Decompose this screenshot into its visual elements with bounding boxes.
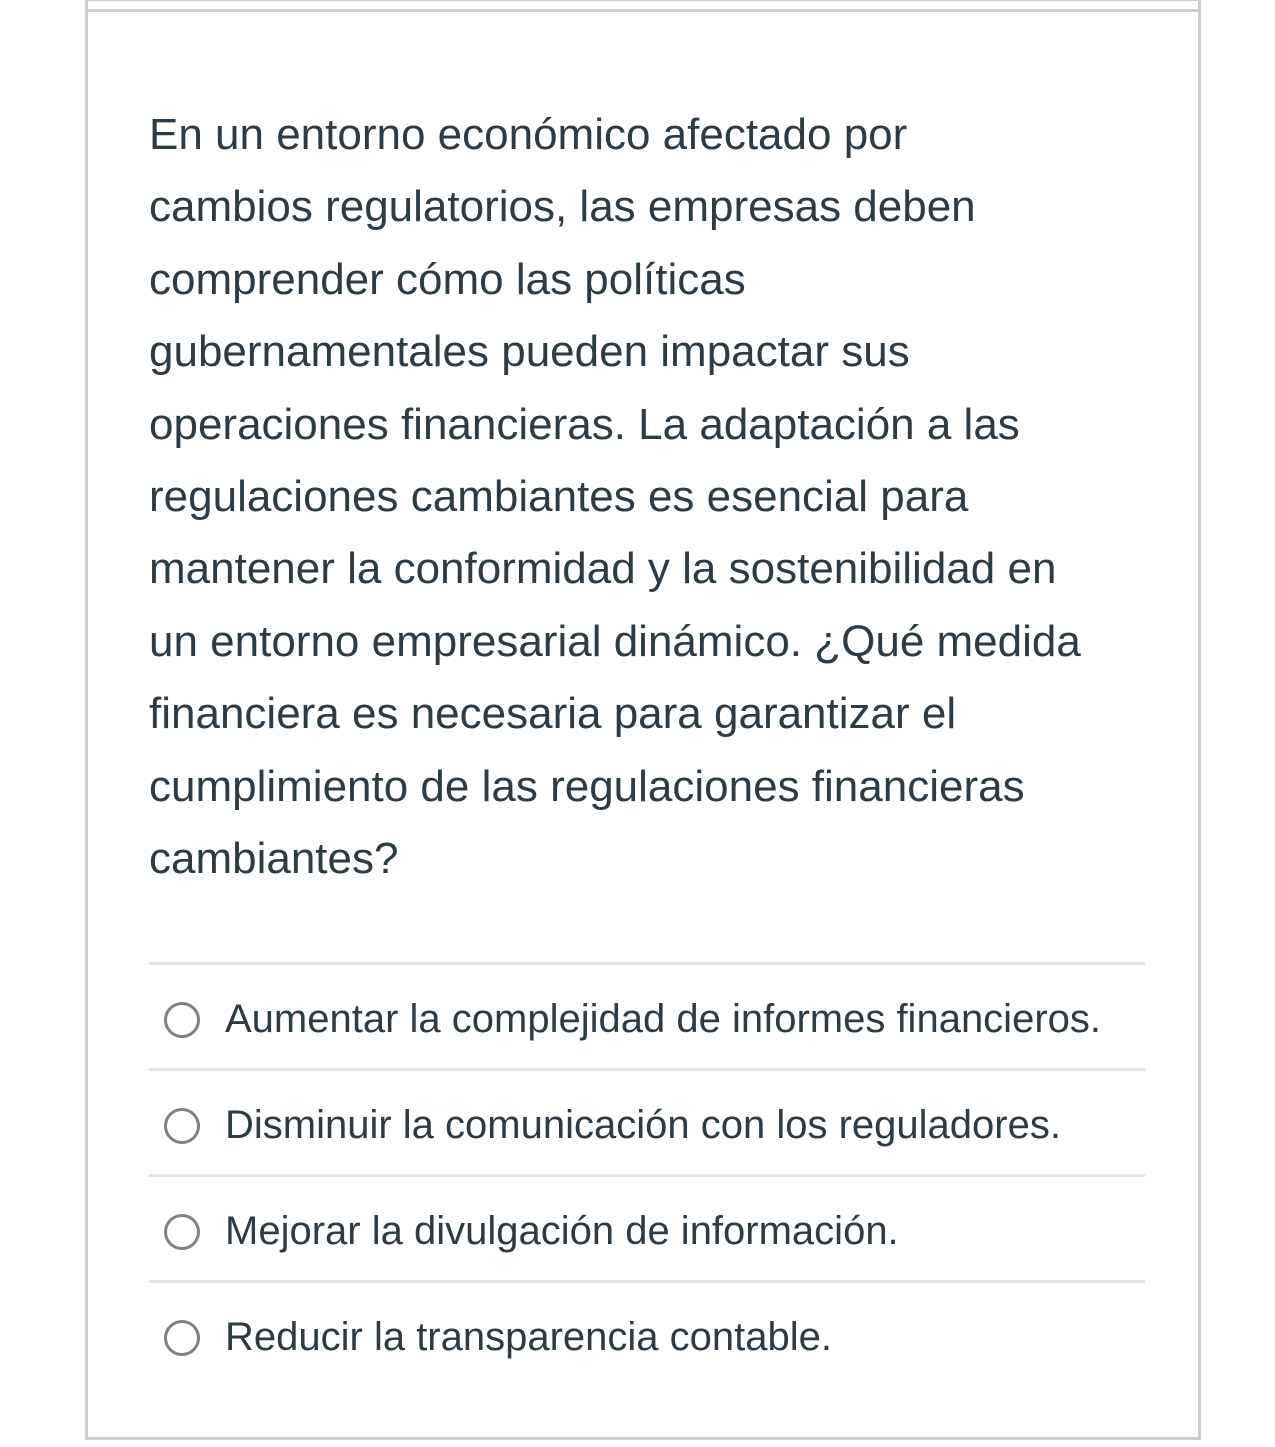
question-text: En un entorno económico afectado por cambios regulatorios, las empresas deben comprender cómo las políticas gubernamentales pueden impactar sus operaciones financieras. La adaptación a las regulaciones cambiantes es esencial para mantener la conformidad y la sostenibilidad en un entorno empresarial dinámico. ¿Qué medida financiera es necesaria para garantizar el cumplimiento de las regulaciones financieras cambiantes?	[149, 110, 1081, 884]
answer-label[interactable]: Reducir la transparencia contable.	[225, 1315, 833, 1359]
card-top-divider	[88, 9, 1198, 12]
answer-label[interactable]: Aumentar la complejidad de informes financieros.	[225, 997, 1101, 1041]
answer-list	[149, 962, 1145, 1386]
question-card	[85, 0, 1201, 1440]
radio-button-icon[interactable]	[164, 1214, 200, 1250]
answer-option-2[interactable]	[149, 1068, 1145, 1174]
answer-option-3[interactable]	[149, 1174, 1145, 1280]
answer-option-4[interactable]	[149, 1280, 1145, 1386]
radio-button-icon[interactable]	[164, 1002, 200, 1038]
answer-label[interactable]: Mejorar la divulgación de información.	[225, 1209, 899, 1253]
radio-button-icon[interactable]	[164, 1320, 200, 1356]
answer-option-1[interactable]	[149, 962, 1145, 1068]
radio-button-icon[interactable]	[164, 1108, 200, 1144]
answer-label[interactable]: Disminuir la comunicación con los reguladores.	[225, 1103, 1061, 1147]
